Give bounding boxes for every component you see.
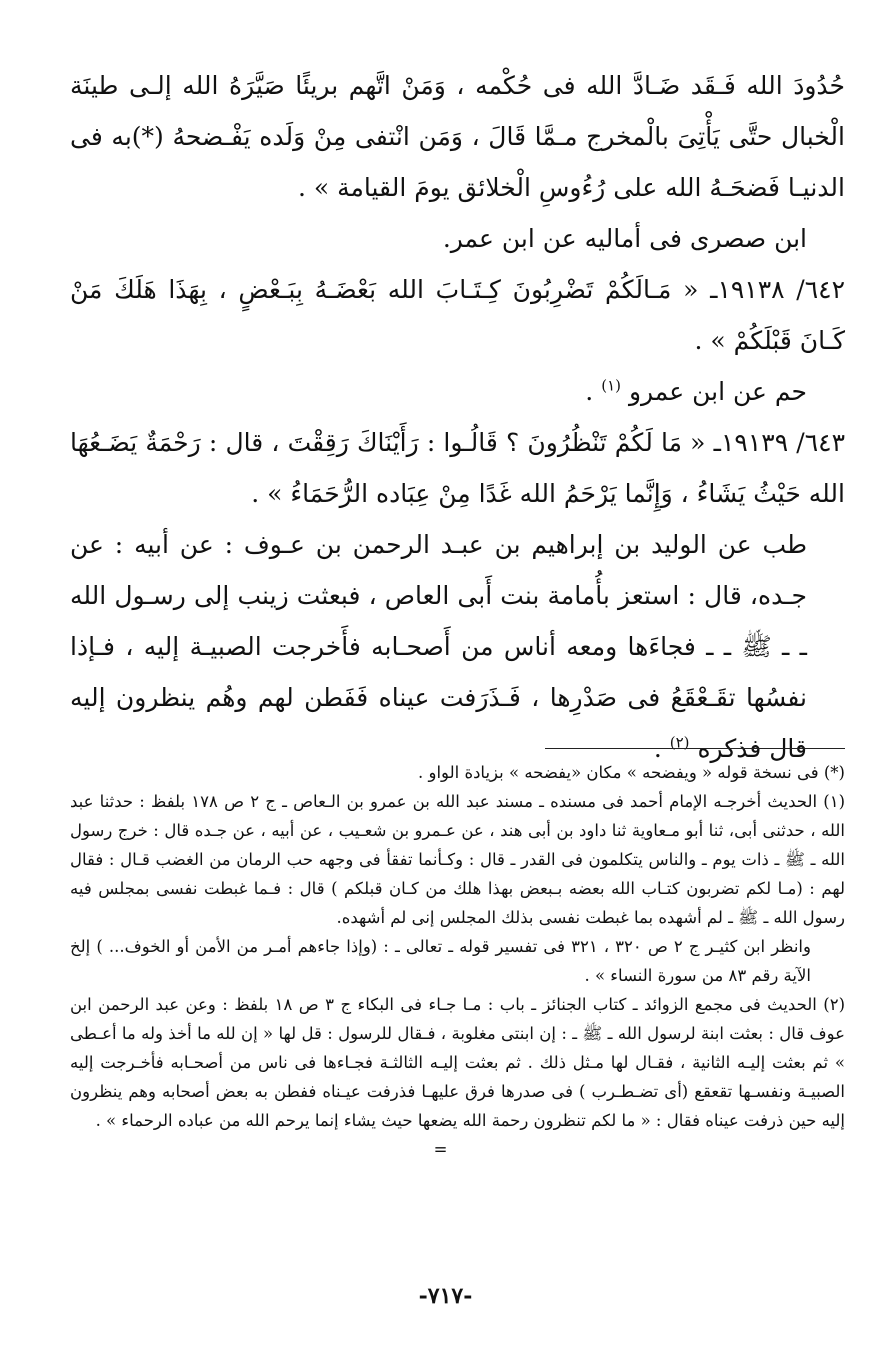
- page-number: -٧١٧-: [418, 1283, 473, 1309]
- source-text: طب عن الوليد بن إبراهيم بن عبـد الرحمن بن عـوف : عن أبيه : عن جـده، قال : استعز بأُمامة بنت أَبى العاص ، فبعثت زينب إلى رسـول الله ـ ـ ﷺ ـ ـ فجاءَها ومعه أناس من أَصحـابه فأَخرجت الصبيـة إليه ، فـإذا نفسُها تقَـعْقَعُ فى صَدْرِها ، فَـذَرَفت عيناه فَفَطن لهم وهُم ينظرون إليه قال فذكره: [70, 530, 807, 763]
- footnotes: [70, 758, 845, 1164]
- hadith-643: [70, 417, 845, 519]
- footnote-ref: (١): [601, 376, 621, 395]
- paragraph-hadith-ending: [70, 60, 845, 213]
- continuation-mark-line: [70, 1135, 845, 1164]
- footnote-text: وانظر ابن كثيـر ج ٢ ص ٣٢٠ ، ٣٢١ فى تفسير قوله ـ تعالى ـ : (وإذا جاءهم أمـر من الأمن أو الخوف... ) إلخ الآية رقم ٨٣ من سورة النساء » .: [70, 937, 811, 985]
- continuation-mark: =: [433, 1140, 448, 1159]
- source-end: .: [653, 734, 670, 763]
- source-line-3: [70, 519, 845, 774]
- paragraph-text: حُدُودَ الله فَـقَد ضَـادَّ الله فى حُكْمه ، وَمَنْ اتَّهم بريئًا صَيَّرَهُ الله إلـى طينَة الْخبال حتَّى يَأْتِىَ بالْمخرج مـمَّا قَالَ ، وَمَن انْتفى مِنْ وَلَده يَفْـضحهُ (*)به فى الدنيـا فَضحَـهُ الله على رُءُوسِ الْخلائق يومَ القيامة » .: [70, 71, 845, 202]
- footnote-divider: [545, 748, 845, 749]
- hadith-text: « مَـالَكُمْ تَضْرِبُونَ كِـتَـابَ الله بَعْضَـهُ بِبَـعْضٍ ، بِهَذَا هَلَكَ مَنْ كَـانَ قَبْلَكُمْ » .: [70, 275, 845, 355]
- footnote-text: الحديث فى مجمع الزوائد ـ كتاب الجنائز ـ باب : مـا جـاء فى البكاء ج ٣ ص ١٨ بلفظ : وعن عبد الرحمن ابن عوف قال : بعثت ابنة لرسول الله ـ ﷺ ـ : إن ابنتى مغلوبة ، فـقال للرسول : قل لها « إن لله ما أخذ وله ما أعـطى » ثم بعثت إليـه الثانية ، فقـال لها مـثل ذلك . ثم بعثت إليـه الثالثـة فجـاءها فى ناس من أصحـابه فأخـرجت إليه الصبيـة ونفسـها تقعقع (أى تضـطـرب ) فى صدرها فرق عليهـا فذرفت عيـناه ففطن به بعض أصحابه وهم ينظرون إليه حين ذرفت عيناه فقال : « ما لكم تنظرون رحمة الله يضعها حيث يشاء إنما يرحم الله من عباده الرحماء » .: [70, 995, 845, 1130]
- footnote-label: (٢): [823, 995, 845, 1014]
- hadith-number: ٦٤٣/ ١٩١٣٩ـ: [713, 428, 846, 457]
- source-text: ابن صصرى فى أماليه عن ابن عمر.: [442, 224, 807, 253]
- footnote-text: الحديث أخرجـه الإمام أحمد فى مسنده ـ مسند عبد الله بن عمرو بن الـعاص ـ ج ٢ ص ١٧٨ بلفظ : حدثنا عبد الله ، حدثنى أبى، ثنا أبو مـعاوية ثنا داود بن أبى هند ، عن عـمرو بن شعـيب ، عن أبيه ، عن جـده قال : خرج رسول الله ـ ﷺ ـ ذات يوم ـ والناس يتكلمون فى القدر ـ قال : وكـأنما تفقأ فى وجهه حب الرمان من الغضب قـال : فقال لهم : (مـا لكم تضربون كتـاب الله بعضه بـبعض بهذا هلك من كـان قبلكم ) قال : فـما غبطت نفسى بمجلس فيه رسول الله ـ ﷺ ـ لم أشهده بما غبطت نفسى بذلك المجلس إنى لم أشهده.: [70, 792, 845, 927]
- footnote-1: [70, 787, 845, 932]
- footnote-label: (١): [823, 792, 845, 811]
- source-line-2: [70, 366, 845, 417]
- source-end: .: [585, 377, 602, 406]
- footnote-star: [70, 758, 845, 787]
- source-line-1: [70, 213, 845, 264]
- main-text-block: [70, 60, 845, 774]
- hadith-text: « مَا لَكُمْ تَنْظُرُونَ ؟ قَالُـوا : رَأَيْنَاكَ رَقِقْتَ ، قال : رَحْمَةٌ يَضَـعُهَا الله حَيْثُ يَشَاءُ ، وَإِنَّما يَرْحَمُ الله غَدًا مِنْ عِبَاده الرُّحَمَاءُ » .: [70, 428, 845, 508]
- main-text: [70, 60, 845, 774]
- footnote-text: (*) فى نسخة قوله « ويفضحه » مكان «يفضحه » بزيادة الواو .: [418, 763, 845, 782]
- hadith-642: [70, 264, 845, 366]
- source-text: حم عن ابن عمرو: [628, 377, 807, 406]
- footnote-2: [70, 990, 845, 1135]
- footnote-ref: (٢): [669, 733, 690, 752]
- footnote-1-extra: [70, 932, 845, 990]
- hadith-number: ٦٤٢/ ١٩١٣٨ـ: [710, 275, 846, 304]
